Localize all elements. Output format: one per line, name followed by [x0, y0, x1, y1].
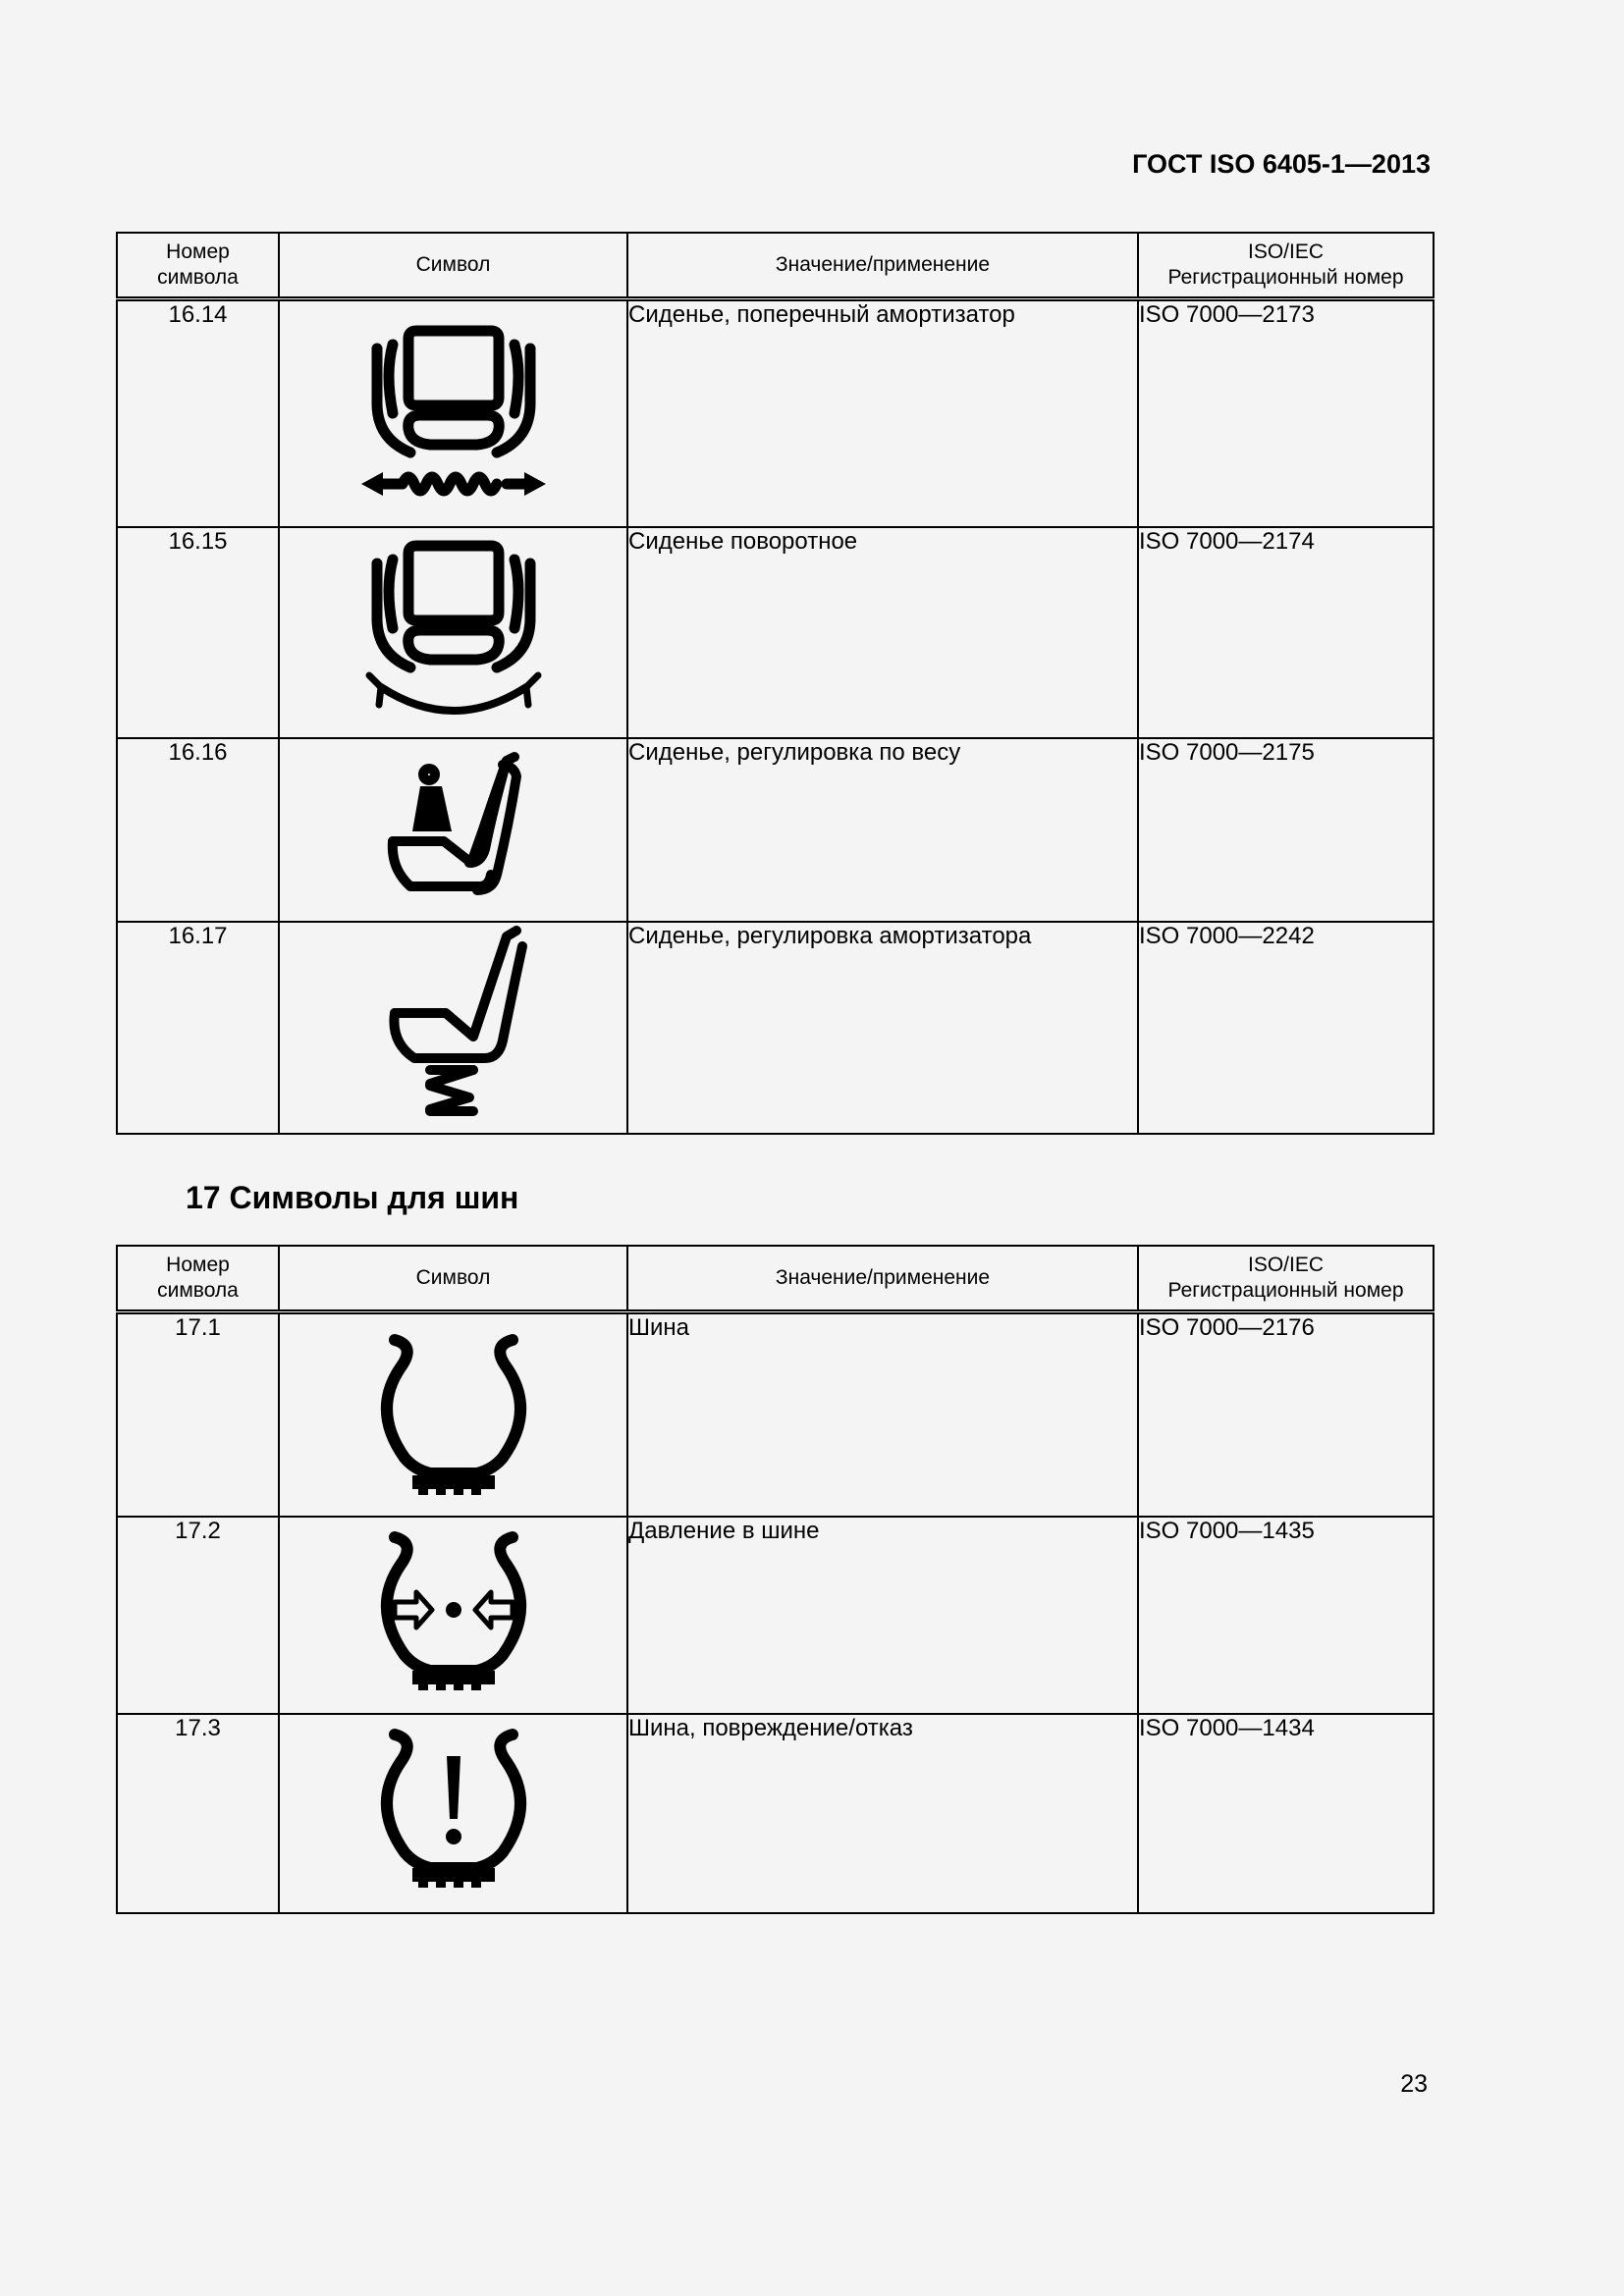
col-header-number: Номер символа [117, 1246, 279, 1312]
col-header-meaning: Значение/применение [627, 233, 1138, 299]
document-code: ГОСТ ISO 6405-1—2013 [1132, 149, 1431, 179]
seat-suspension-adjustment-icon [355, 923, 552, 1119]
table-row [117, 527, 1434, 738]
table-header-row [117, 233, 1434, 299]
registration-number: ISO 7000—2173 [1138, 299, 1434, 527]
symbol-number: 17.1 [117, 1312, 279, 1517]
col-header-registration: ISO/IEC Регистрационный номер [1138, 1246, 1434, 1312]
col-header-symbol: Символ [279, 1246, 627, 1312]
symbol-number: 16.17 [117, 922, 279, 1134]
tyre-failure-icon [355, 1715, 552, 1901]
registration-number: ISO 7000—1435 [1138, 1517, 1434, 1714]
col-header-meaning: Значение/применение [627, 1246, 1138, 1312]
symbol-meaning: Шина, повреждение/отказ [627, 1714, 1138, 1913]
registration-number: ISO 7000—2175 [1138, 738, 1434, 922]
seat-weight-adjustment-icon [355, 739, 552, 911]
symbol-number: 17.2 [117, 1517, 279, 1714]
table-row [117, 1517, 1434, 1714]
table-row [117, 738, 1434, 922]
registration-number: ISO 7000—2176 [1138, 1312, 1434, 1517]
symbol-number: 16.15 [117, 527, 279, 738]
registration-number: ISO 7000—1434 [1138, 1714, 1434, 1913]
page-number: 23 [1400, 2070, 1428, 2098]
registration-number: ISO 7000—2242 [1138, 922, 1434, 1134]
symbol-meaning: Сиденье, регулировка по весу [627, 738, 1138, 922]
seat-swivel-icon [355, 528, 552, 724]
col-header-number: Номер символа [117, 233, 279, 299]
symbol-number: 16.16 [117, 738, 279, 922]
seat-symbols-table [116, 232, 1435, 1135]
symbol-meaning: Сиденье, регулировка амортизатора [627, 922, 1138, 1134]
registration-number: ISO 7000—2174 [1138, 527, 1434, 738]
symbol-meaning: Сиденье поворотное [627, 527, 1138, 738]
table-header-row [117, 1246, 1434, 1312]
seat-lateral-suspension-icon [355, 301, 552, 507]
symbol-number: 17.3 [117, 1714, 279, 1913]
table-row [117, 1714, 1434, 1913]
tyre-pressure-icon [355, 1518, 552, 1704]
tyre-symbols-table [116, 1245, 1435, 1914]
table-row [117, 1312, 1434, 1517]
col-header-symbol: Символ [279, 233, 627, 299]
table-row [117, 922, 1434, 1134]
symbol-meaning: Сиденье, поперечный амортизатор [627, 299, 1138, 527]
symbol-number: 16.14 [117, 299, 279, 527]
col-header-registration: ISO/IEC Регистрационный номер [1138, 233, 1434, 299]
symbol-meaning: Шина [627, 1312, 1138, 1517]
section-heading: 17 Символы для шин [186, 1180, 519, 1215]
symbol-meaning: Давление в шине [627, 1517, 1138, 1714]
tyre-icon [355, 1314, 552, 1506]
table-row [117, 299, 1434, 527]
